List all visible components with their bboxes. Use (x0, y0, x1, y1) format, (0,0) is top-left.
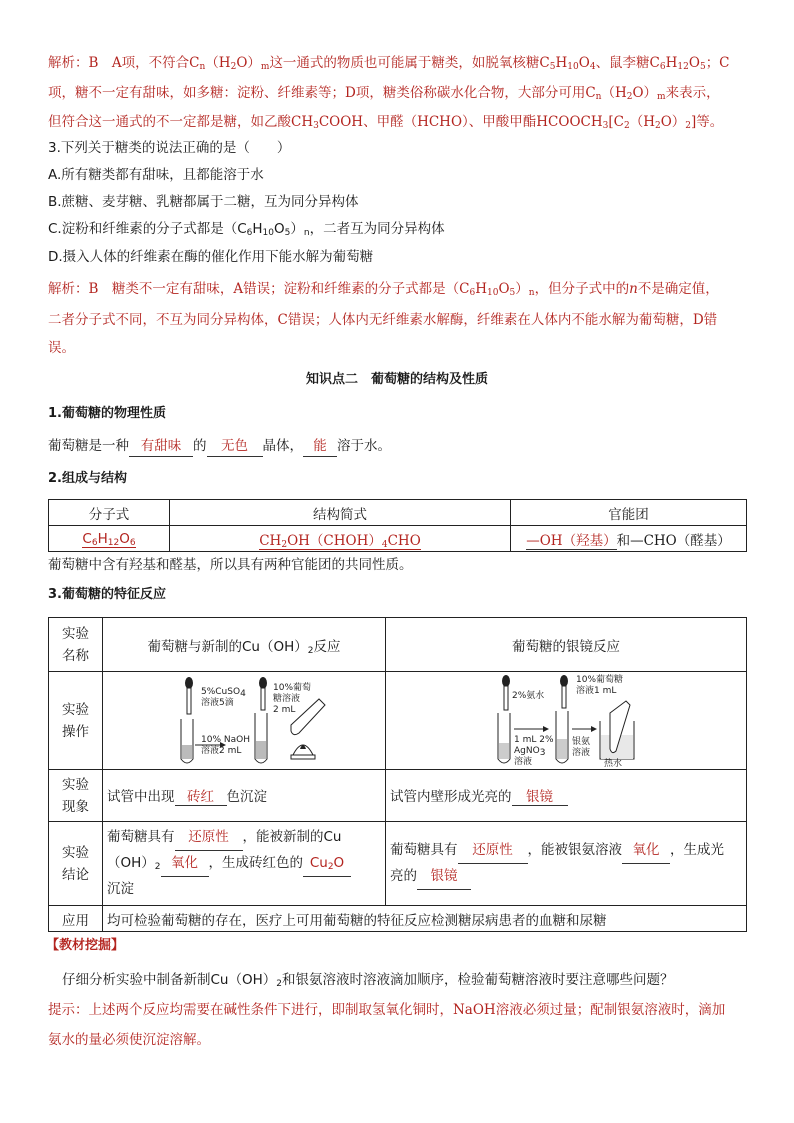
header-functional-group: 官能团 (511, 500, 747, 526)
exp2-conclusion: 葡萄糖具有 还原性 ，能被银氨溶液 氧化 ，生成光 亮的 银镜 (386, 822, 747, 906)
option-b: B.蔗糖、麦芽糖、乳糖都属于二糖，互为同分异构体 (48, 194, 359, 210)
section-title: 知识点二 葡萄糖的结构及性质 (305, 372, 488, 387)
question-3-stem: 3.下列关于糖类的说法正确的是（ ） (48, 140, 291, 156)
header-molecular-formula: 分子式 (49, 500, 170, 526)
physical-properties-text: 葡萄糖是一种 有甜味 的 无色 晶体， 能 溶于水。 (48, 436, 391, 457)
molecular-formula: $C_6H_{12}O_6$ (49, 526, 170, 552)
heading-physical-properties: 1.葡萄糖的物理性质 (48, 406, 166, 421)
exp1-conclusion: 葡萄糖具有 还原性 ，能被新制的Cu $(OH)_2$ 氧化 ，生成砖红色的 $Cu_2O$ 沉淀 (103, 822, 386, 906)
reactions-table (48, 617, 747, 932)
label-experiment-conclusion: 实验 结论 (49, 822, 103, 906)
composition-note: 葡萄糖中含有羟基和醛基，所以具有两种官能团的共同性质。 (48, 557, 413, 573)
hint-line2: 氨水的量必须使沉淀溶解。 (48, 1032, 210, 1048)
option-a: A.所有糖类都有甜味，且都能溶于水 (48, 167, 264, 183)
heading-composition: 2.组成与结构 (48, 471, 127, 486)
exp1-phenomenon: 试管中出现 砖红 色沉淀 (103, 770, 386, 822)
exp1-name: 葡萄糖与新制的$Cu(OH)_2$反应 (103, 618, 386, 672)
composition-table (48, 499, 747, 552)
label-experiment-phenomenon: 实验 现象 (49, 770, 103, 822)
functional-groups: —OH（羟基）和—CHO（醛基） (511, 526, 747, 552)
analysis-q3-line1: 解析：B 糖类不一定有甜味，A错误；淀粉和纤维素的分子式都是$(C_6H_{10}O_5)_n$，但分子式中的n不是确定值， (48, 281, 719, 298)
analysis-q2-line2: 项，糖不一定有甜味，如多糖：淀粉、纤维素等；D项，糖类俗称碳水化合物，大部分可用$C_n(H_2O)_m$来表示， (48, 85, 720, 102)
exp2-phenomenon: 试管内壁形成光亮的 银镜 (386, 770, 747, 822)
structural-formula: $CH_2OH(CHOH)_4CHO$ (170, 526, 511, 552)
analysis-q3-line3: 误。 (48, 340, 75, 356)
heading-reactions: 3.葡萄糖的特征反应 (48, 587, 166, 602)
label-experiment-name: 实验 名称 (49, 618, 103, 672)
application-text: 均可检验葡萄糖的存在，医疗上可用葡萄糖的特征反应检测糖尿病患者的血糖和尿糖 (103, 906, 747, 932)
option-c: C.淀粉和纤维素的分子式都是$(C_6H_{10}O_5)_n$，二者互为同分异构体 (48, 221, 445, 238)
analysis-q3-line2: 二者分子式不同，不互为同分异构体，C错误；人体内无纤维素水解酶，纤维素在人体内不能水解为葡萄糖，D错 (48, 312, 718, 328)
exp2-apparatus-illustration: 2%氨水 10%葡萄糖 溶液1 mL 1 mL 2% AgNO$_3$ 溶液 银氨 溶液 热水 (390, 673, 742, 769)
label-experiment-operation: 实验 操作 (49, 672, 103, 770)
option-d: D.摄入人体的纤维素在酶的催化作用下能水解为葡萄糖 (48, 249, 374, 265)
exp1-apparatus-illustration: 5%CuSO$_4$ 溶液5滴 10%葡萄 糖溶液 2 mL 10% NaOH 溶液2 mL (107, 673, 381, 769)
label-application: 应用 (49, 906, 103, 932)
analysis-q2-line1: 解析：B A项，不符合$C_n(H_2O)_m$这一通式的物质也可能属于糖类，如脱氧核糖$C_5H_{10}O_4$、鼠李糖$C_6H_{12}O_5$；C (48, 55, 730, 72)
exp2-operation (386, 672, 747, 770)
textbook-dig-question: 仔细分析实验中制备新制$Cu(OH)_2$和银氨溶液时溶液滴加顺序，检验葡萄糖溶液时要注意哪些问题？ (62, 972, 674, 989)
hint-line1: 提示：上述两个反应均需要在碱性条件下进行，即制取氢氧化铜时，NaOH溶液必须过量；配制银氨溶液时，滴加 (48, 1002, 726, 1018)
exp2-name: 葡萄糖的银镜反应 (386, 618, 747, 672)
header-structural-formula: 结构简式 (170, 500, 511, 526)
exp1-operation (103, 672, 386, 770)
textbook-dig-tag: 【教材挖掘】 (46, 938, 125, 953)
exp2-apparatus-drawing (390, 673, 742, 769)
analysis-q2-line3: 但符合这一通式的不一定都是糖，如乙酸$CH_3COOH$、甲醛（HCHO）、甲酸甲酯$HCOOCH_3[C_2(H_2O)_2]$等。 (48, 114, 724, 131)
